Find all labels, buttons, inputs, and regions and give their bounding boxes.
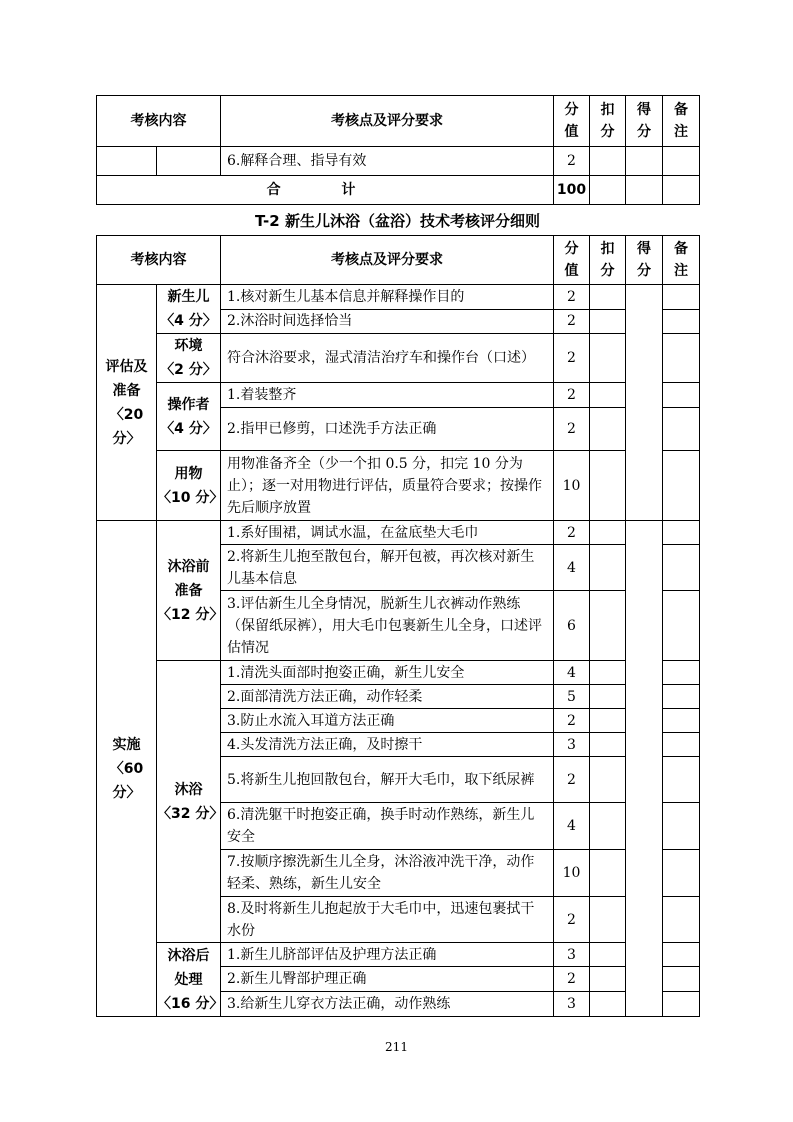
header-content: 考核内容 [97, 96, 221, 147]
header-requirements: 考核点及评分要求 [221, 96, 554, 147]
requirement-text: 1.核对新生儿基本信息并解释操作目的 [221, 285, 554, 310]
requirement-text: 2.沐浴时间选择恰当 [221, 309, 554, 334]
requirement-text: 1.着装整齐 [221, 383, 554, 408]
score-value: 2 [554, 285, 590, 310]
score-value: 3 [554, 943, 590, 967]
group-name: 沐浴 〈32 分〉 [157, 661, 221, 943]
total-score: 100 [554, 176, 590, 205]
score-value: 4 [554, 545, 590, 591]
requirement-text: 3.防止水流入耳道方法正确 [221, 709, 554, 733]
header-content: 考核内容 [97, 236, 221, 285]
requirement-text: 3.给新生儿穿衣方法正确，动作熟练 [221, 992, 554, 1017]
header-deduct: 扣 分 [590, 236, 626, 285]
requirement-text: 符合沐浴要求，湿式清洁治疗车和操作台（口述） [221, 334, 554, 383]
score-value: 2 [554, 521, 590, 545]
section-title: T-2 新生儿沐浴（盆浴）技术考核评分细则 [255, 212, 540, 230]
score-value: 2 [554, 383, 590, 408]
header-score: 分 值 [554, 236, 590, 285]
requirement-text: 1.清洗头面部时抱姿正确，新生儿安全 [221, 661, 554, 685]
group-name: 用物 〈10 分〉 [157, 451, 221, 521]
total-label: 合 计 [97, 176, 554, 205]
requirement-text: 1.系好围裙，调试水温，在盆底垫大毛巾 [221, 521, 554, 545]
group-name: 沐浴前 准备 〈12 分〉 [157, 521, 221, 661]
requirement-text: 6.解释合理、指导有效 [221, 147, 554, 176]
score-value: 2 [554, 709, 590, 733]
header-remark: 备 注 [663, 236, 700, 285]
requirement-text: 用物准备齐全（少一个扣 0.5 分，扣完 10 分为止）；逐一对用物进行评估，质量符合要求；按操作先后顺序放置 [221, 451, 554, 521]
score-value: 3 [554, 733, 590, 757]
group-name: 操作者 〈4 分〉 [157, 383, 221, 451]
requirement-text: 5.将新生儿抱回散包台，解开大毛巾，取下纸尿裤 [221, 757, 554, 803]
header-deduct: 扣 分 [590, 96, 626, 147]
scoring-table-continued [96, 95, 700, 205]
requirement-text: 8.及时将新生儿抱起放于大毛巾中，迅速包裹拭干水份 [221, 897, 554, 943]
section-name: 实施 〈60 分〉 [97, 521, 157, 1017]
header-score: 分 值 [554, 96, 590, 147]
requirement-text: 4.头发清洗方法正确，及时擦干 [221, 733, 554, 757]
requirement-text: 2.新生儿臀部护理正确 [221, 967, 554, 992]
section-name: 评估及 准备 〈20 分〉 [97, 285, 157, 521]
header-earned: 得 分 [626, 236, 663, 285]
requirement-text: 6.清洗躯干时抱姿正确，换手时动作熟练，新生儿安全 [221, 803, 554, 850]
score-value: 2 [554, 408, 590, 451]
requirement-text: 3.评估新生儿全身情况，脱新生儿衣裤动作熟练（保留纸尿裤），用大毛巾包裹新生儿全身，口述评估情况 [221, 591, 554, 661]
score-value: 4 [554, 661, 590, 685]
requirement-text: 7.按顺序擦洗新生儿全身，沐浴液冲洗干净，动作轻柔、熟练，新生儿安全 [221, 850, 554, 897]
requirement-text: 2.指甲已修剪，口述洗手方法正确 [221, 408, 554, 451]
score-value: 2 [554, 334, 590, 383]
score-value: 6 [554, 591, 590, 661]
score-value: 10 [554, 451, 590, 521]
score-value: 5 [554, 685, 590, 709]
score-value: 2 [554, 147, 590, 176]
scoring-table [96, 235, 700, 1017]
group-name: 环境 〈2 分〉 [157, 334, 221, 383]
header-requirements: 考核点及评分要求 [221, 236, 554, 285]
page-number: 211 [385, 1040, 408, 1054]
score-value: 10 [554, 850, 590, 897]
group-name: 沐浴后 处理 〈16 分〉 [157, 943, 221, 1017]
requirement-text: 2.面部清洗方法正确，动作轻柔 [221, 685, 554, 709]
score-value: 4 [554, 803, 590, 850]
header-remark: 备 注 [663, 96, 700, 147]
score-value: 3 [554, 992, 590, 1017]
score-value: 2 [554, 897, 590, 943]
score-value: 2 [554, 967, 590, 992]
requirement-text: 1.新生儿脐部评估及护理方法正确 [221, 943, 554, 967]
score-value: 2 [554, 309, 590, 334]
requirement-text: 2.将新生儿抱至散包台，解开包被，再次核对新生儿基本信息 [221, 545, 554, 591]
header-earned: 得 分 [626, 96, 663, 147]
score-value: 2 [554, 757, 590, 803]
group-name: 新生儿 〈4 分〉 [157, 285, 221, 334]
